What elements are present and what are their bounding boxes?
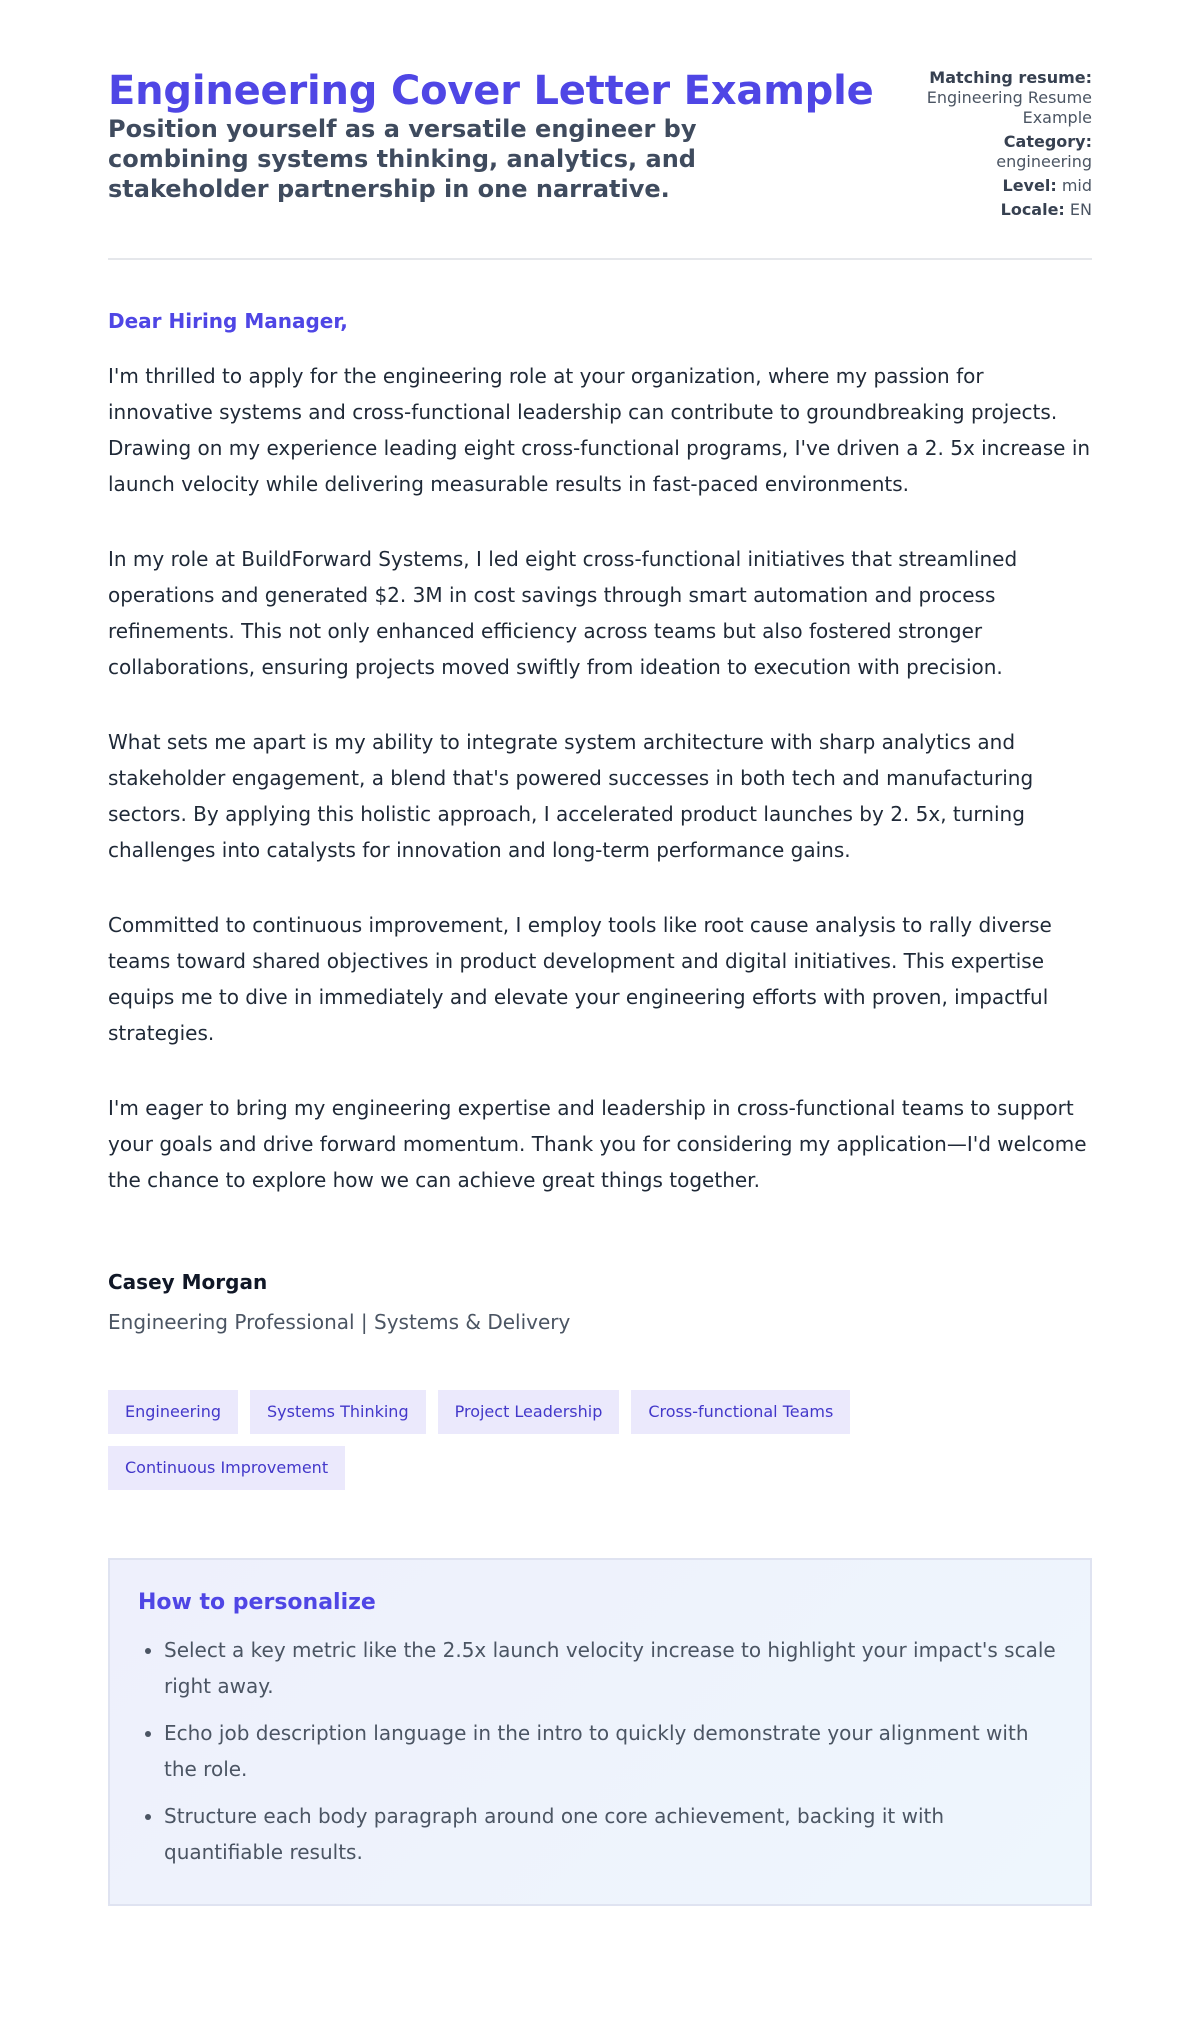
meta-panel <box>892 68 1092 224</box>
letter-paragraph: In my role at BuildForward Systems, I led eight cross-functional initiatives that streamlined operations and generated $2. 3M in cost savings through smart automation and process refinements. This not only enhanced efficiency across teams but also fostered stronger collaborations, ensuring projects moved swiftly from ideation to execution with precision. <box>108 547 1018 679</box>
signature-block <box>108 1268 1092 1336</box>
letter-body <box>108 308 1092 1198</box>
tips-title: How to personalize <box>138 1590 376 1615</box>
salutation: Dear Hiring Manager, <box>108 309 348 333</box>
signature-name: Casey Morgan <box>108 1270 268 1294</box>
meta-category <box>892 132 1092 172</box>
letter-paragraph: What sets me apart is my ability to integrate system architecture with sharp analytics and stakeholder engagement, a blend that's powered successes in both tech and manufacturing sectors. By applying this holistic approach, I accelerated product launches by 2. 5x, turning challenges into catalysts for innovation and long-term performance gains. <box>108 730 1034 862</box>
personalize-tips-box <box>108 1558 1092 1906</box>
skill-tag: Systems Thinking <box>250 1390 426 1434</box>
meta-level <box>892 176 1092 196</box>
meta-locale <box>892 200 1092 220</box>
page-title: Engineering Cover Letter Example <box>108 68 874 114</box>
letter-paragraph: I'm eager to bring my engineering expertise and leadership in cross-functional teams to support your goals and drive forward momentum. Thank you for considering my application—I'd welcome the chance to explore how we can achieve great things together. <box>108 1096 1087 1192</box>
header-titles <box>108 68 892 204</box>
tip-item: • Structure each body paragraph around one core achievement, backing it with quantifiable results. <box>164 1798 1062 1870</box>
page-header <box>108 68 1092 260</box>
meta-matching-resume-value: Engineering Resume Example <box>926 88 1092 127</box>
skill-tag: Cross-functional Teams <box>631 1390 850 1434</box>
tip-item: • Select a key metric like the 2.5x launch velocity increase to highlight your impact's scale right away. <box>164 1632 1062 1704</box>
meta-category-label: Category: <box>1003 132 1092 151</box>
letter-paragraph: I'm thrilled to apply for the engineering role at your organization, where my passion for innovative systems and cross-functional leadership can contribute to groundbreaking projects. Drawing on my experience leading eight cross-functional programs, I've driven a 2. 5x increase in launch velocity while delivering measurable results in fast-paced environments. <box>108 364 1091 496</box>
cover-letter-page <box>108 0 1092 1966</box>
signature-title: Engineering Professional | Systems & Delivery <box>108 1310 571 1334</box>
meta-matching-resume <box>892 68 1092 128</box>
meta-level-label: Level: <box>1002 176 1057 195</box>
skill-tags <box>108 1390 898 1490</box>
skill-tag: Engineering <box>108 1390 238 1434</box>
skill-tag: Continuous Improvement <box>108 1446 345 1490</box>
meta-locale-value: EN <box>1069 200 1092 219</box>
meta-category-value: engineering <box>996 152 1092 171</box>
meta-locale-label: Locale: <box>1000 200 1065 219</box>
tips-list <box>138 1632 1062 1870</box>
page-subtitle: Position yourself as a versatile engineer by combining systems thinking, analytics, and stakeholder partnership in one narrative. <box>108 115 697 203</box>
meta-matching-resume-label: Matching resume: <box>929 68 1092 87</box>
meta-level-value: mid <box>1061 176 1092 195</box>
tip-item: • Echo job description language in the intro to quickly demonstrate your alignment with the role. <box>164 1715 1062 1787</box>
skill-tag: Project Leadership <box>438 1390 620 1434</box>
letter-paragraph: Committed to continuous improvement, I employ tools like root cause analysis to rally diverse teams toward shared objectives in product development and digital initiatives. This expertise equips me to dive in immediately and elevate your engineering efforts with proven, impactful strategies. <box>108 913 1052 1045</box>
